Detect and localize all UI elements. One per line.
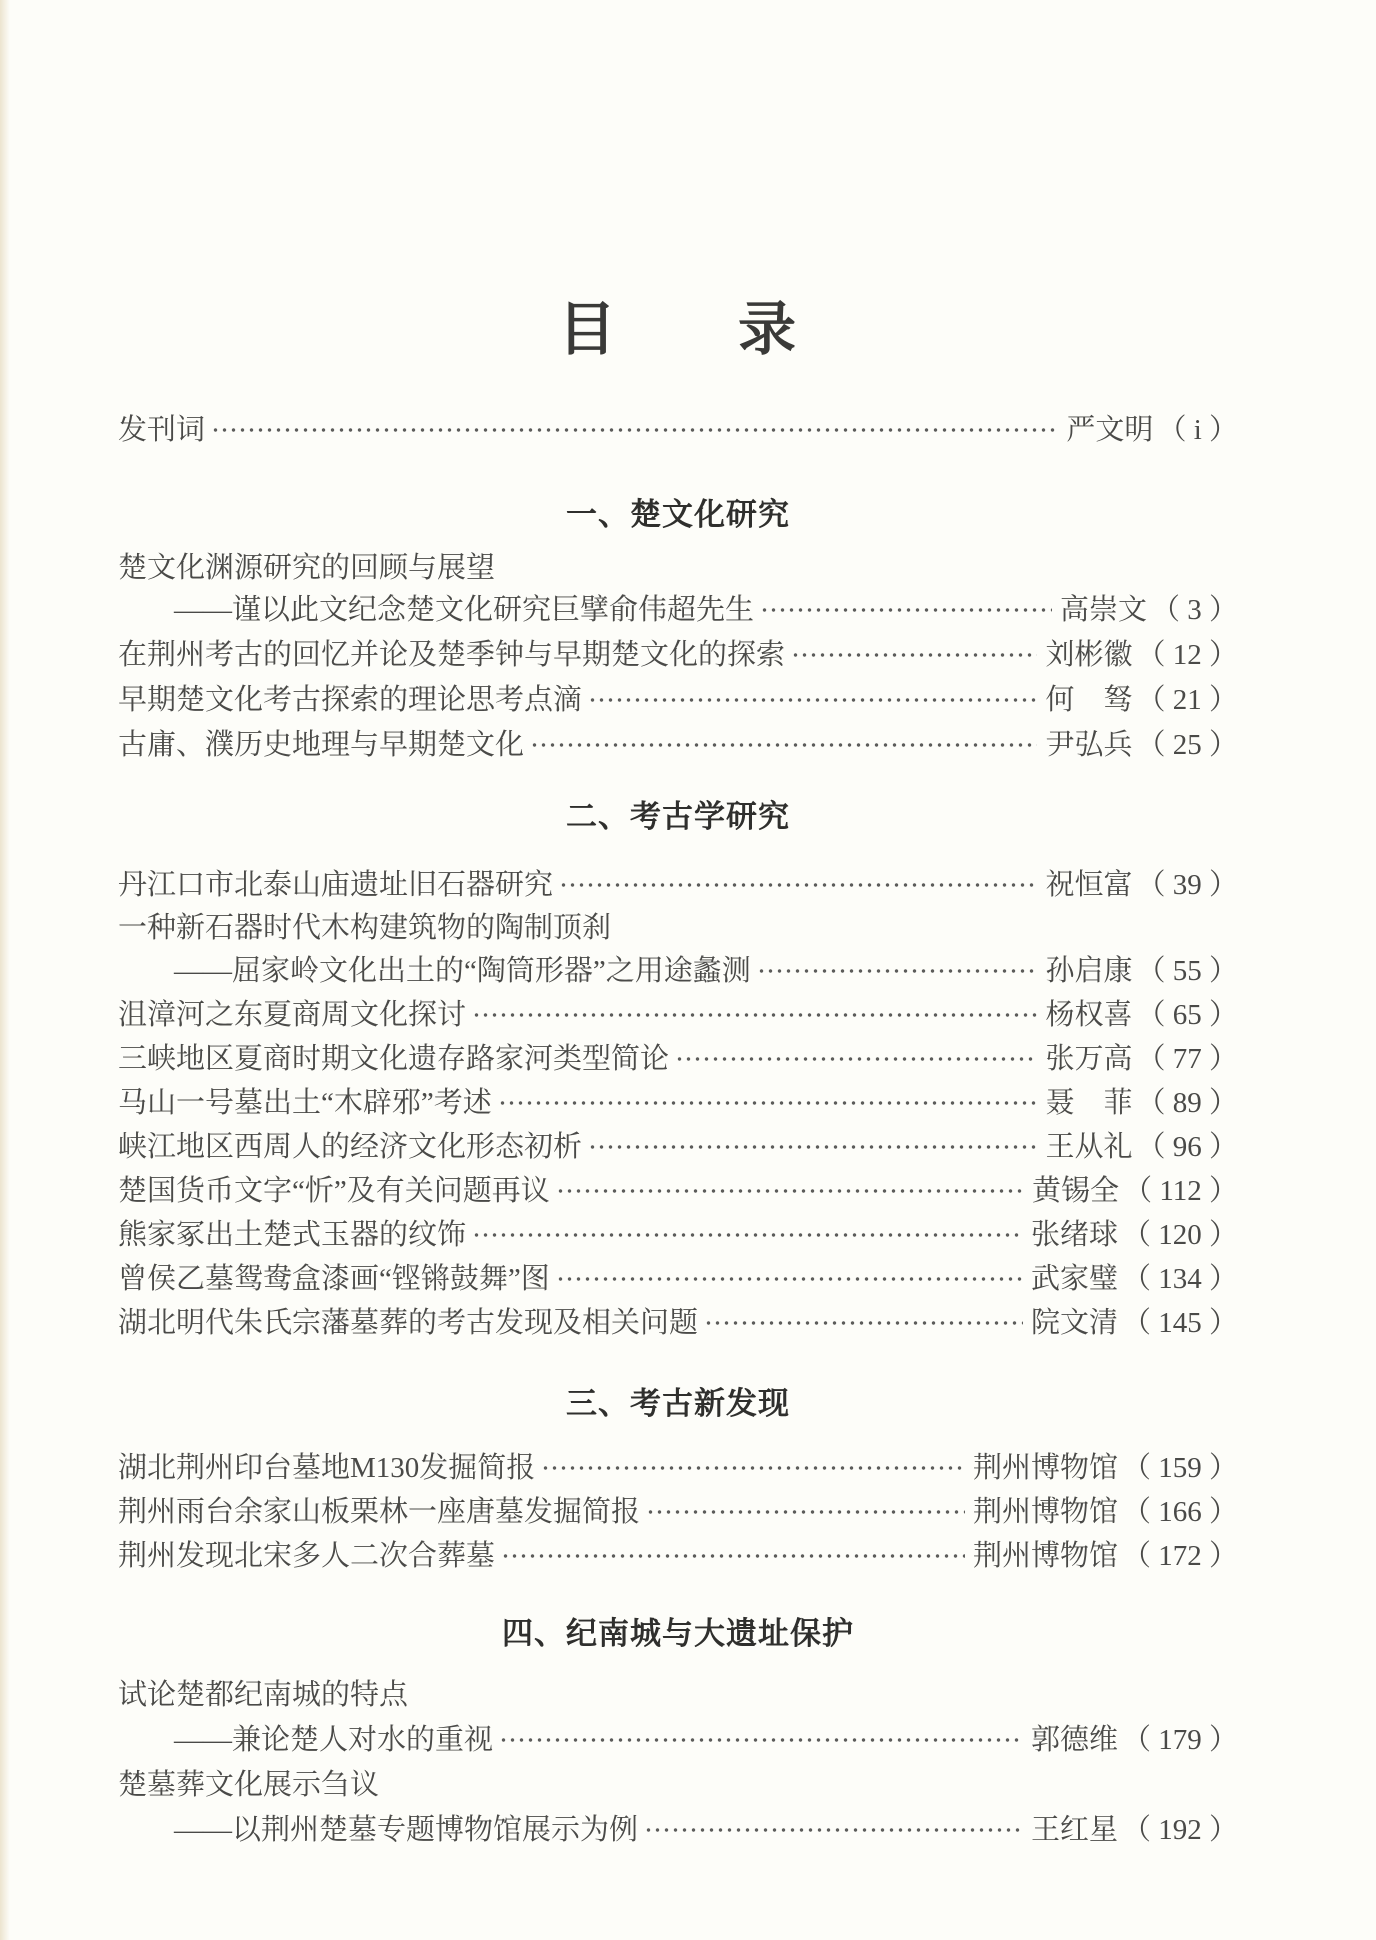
dot-leader — [757, 949, 1038, 993]
dot-leader — [211, 408, 1058, 452]
entry-title: 马山一号墓出土“木辟邪”考述 — [118, 1087, 492, 1119]
entry-page-number: （ 3 ） — [1150, 594, 1238, 626]
entry-title: 曾侯乙墓鸳鸯盒漆画“铿锵鼓舞”图 — [118, 1263, 550, 1295]
toc-entry — [118, 408, 1238, 452]
entry-title: 早期楚文化考古探索的理论思考点滴 — [118, 684, 583, 716]
entry-author: 高崇文 — [1059, 594, 1147, 626]
dot-leader — [499, 1718, 1023, 1762]
toc-entry — [118, 1534, 1238, 1578]
toc-entry — [118, 678, 1238, 722]
entry-page-number: （ 25 ） — [1136, 729, 1238, 761]
dot-leader — [501, 1534, 965, 1578]
entry-title: 湖北荆州印台墓地M130发掘简报 — [118, 1452, 536, 1484]
toc-entry-title-line — [118, 906, 1238, 950]
toc-entry — [118, 1037, 1238, 1081]
dot-leader — [556, 1257, 1023, 1301]
entry-title: 一种新石器时代木构建筑物的陶制顶刹 — [118, 912, 612, 944]
toc-entry — [118, 1081, 1238, 1125]
entry-page-number: （ 12 ） — [1136, 639, 1238, 671]
dot-leader — [791, 633, 1037, 677]
entry-page-number: （ 112 ） — [1123, 1175, 1238, 1207]
entry-title: 楚墓葬文化展示刍议 — [118, 1769, 380, 1801]
entry-author: 武家璧 — [1030, 1263, 1118, 1295]
entry-page-number: （ 89 ） — [1136, 1087, 1238, 1119]
entry-title: 楚文化渊源研究的回顾与展望 — [118, 552, 496, 584]
entry-author: 荆州博物馆 — [972, 1452, 1118, 1484]
entry-author: 荆州博物馆 — [972, 1540, 1118, 1572]
dot-leader — [472, 1213, 1023, 1257]
toc-entry — [118, 1257, 1238, 1301]
toc-entry-title-line — [118, 1673, 1238, 1717]
dot-leader — [530, 723, 1037, 767]
entry-subtitle: ——兼论楚人对水的重视 — [174, 1724, 494, 1756]
entry-title: 在荆州考古的回忆并论及楚季钟与早期楚文化的探索 — [118, 639, 786, 671]
dot-leader — [559, 863, 1037, 907]
page-title: 目 录 — [557, 297, 798, 362]
scanned-page-edge — [0, 0, 10, 1940]
dot-leader — [498, 1081, 1038, 1125]
dot-leader — [675, 1037, 1037, 1081]
entry-title: 峡江地区西周人的经济文化形态初析 — [118, 1131, 583, 1163]
entry-title: 古庸、濮历史地理与早期楚文化 — [118, 729, 525, 761]
entry-author: 刘彬徽 — [1045, 639, 1133, 671]
toc-entry — [118, 863, 1238, 907]
dot-leader — [541, 1446, 965, 1490]
entry-author: 何 驽 — [1045, 684, 1133, 716]
dot-leader — [760, 588, 1052, 632]
entry-title: 湖北明代朱氏宗藩墓葬的考古发现及相关问题 — [118, 1307, 699, 1339]
entry-author: 荆州博物馆 — [972, 1496, 1118, 1528]
entry-author: 祝恒富 — [1045, 869, 1133, 901]
entry-title: 楚国货币文字“忻”及有关问题再议 — [118, 1175, 550, 1207]
dot-leader — [588, 678, 1037, 722]
dot-leader — [472, 993, 1037, 1037]
entry-author: 孙启康 — [1045, 955, 1133, 987]
toc-entry-subtitle-line — [118, 1718, 1238, 1762]
entry-author: 王红星 — [1030, 1814, 1118, 1846]
toc-entry — [118, 1301, 1238, 1345]
entry-page-number: （ 39 ） — [1136, 869, 1238, 901]
entry-page-number: （ 65 ） — [1136, 999, 1238, 1031]
section-heading: 一、楚文化研究 — [566, 497, 790, 532]
toc-entry-title-line — [118, 1763, 1238, 1807]
entry-author: 王从礼 — [1045, 1131, 1133, 1163]
entry-page-number: （ i ） — [1157, 414, 1238, 446]
entry-page-number: （ 134 ） — [1121, 1263, 1238, 1295]
entry-page-number: （ 120 ） — [1121, 1219, 1238, 1251]
entry-author: 杨权喜 — [1045, 999, 1133, 1031]
toc-page — [118, 0, 1238, 1940]
entry-subtitle: ——以荆州楚墓专题博物馆展示为例 — [174, 1814, 639, 1846]
toc-entry-subtitle-line — [118, 1808, 1238, 1852]
toc-entry — [118, 633, 1238, 677]
entry-page-number: （ 77 ） — [1136, 1043, 1238, 1075]
entry-title: 试论楚都纪南城的特点 — [118, 1679, 409, 1711]
entry-author: 聂 菲 — [1045, 1087, 1133, 1119]
entry-author: 郭德维 — [1030, 1724, 1118, 1756]
toc-entry — [118, 1213, 1238, 1257]
entry-author: 张万高 — [1045, 1043, 1133, 1075]
entry-title: 荆州发现北宋多人二次合葬墓 — [118, 1540, 496, 1572]
entry-author: 尹弘兵 — [1045, 729, 1133, 761]
entry-subtitle: ——屈家岭文化出土的“陶筒形器”之用途蠡测 — [174, 955, 751, 987]
entry-author: 张绪球 — [1030, 1219, 1118, 1251]
toc-entry — [118, 993, 1238, 1037]
toc-entry-subtitle-line — [118, 949, 1238, 993]
dot-leader — [646, 1490, 965, 1534]
entry-title: 沮漳河之东夏商周文化探讨 — [118, 999, 467, 1031]
toc-entry — [118, 1446, 1238, 1490]
section-heading: 三、考古新发现 — [566, 1386, 790, 1421]
entry-page-number: （ 166 ） — [1121, 1496, 1238, 1528]
entry-author: 黄锡全 — [1032, 1175, 1120, 1207]
entry-title: 荆州雨台余家山板栗林一座唐墓发掘简报 — [118, 1496, 641, 1528]
entry-title: 发刊词 — [118, 414, 206, 446]
toc-entry-subtitle-line — [118, 588, 1238, 632]
entry-title: 熊家冢出土楚式玉器的纹饰 — [118, 1219, 467, 1251]
toc-entry — [118, 1490, 1238, 1534]
toc-entry — [118, 1169, 1238, 1213]
toc-entry — [118, 723, 1238, 767]
entry-title: 三峡地区夏商时期文化遗存路家河类型简论 — [118, 1043, 670, 1075]
entry-author: 院文清 — [1030, 1307, 1118, 1339]
entry-page-number: （ 192 ） — [1121, 1814, 1238, 1846]
dot-leader — [644, 1808, 1023, 1852]
entry-page-number: （ 21 ） — [1136, 684, 1238, 716]
entry-title: 丹江口市北泰山庙遗址旧石器研究 — [118, 869, 554, 901]
dot-leader — [588, 1125, 1037, 1169]
section-heading: 四、纪南城与大遗址保护 — [502, 1616, 854, 1651]
dot-leader — [704, 1301, 1023, 1345]
entry-page-number: （ 55 ） — [1136, 955, 1238, 987]
entry-subtitle: ——谨以此文纪念楚文化研究巨擘俞伟超先生 — [174, 594, 755, 626]
dot-leader — [556, 1169, 1024, 1213]
entry-author: 严文明 — [1066, 414, 1154, 446]
entry-page-number: （ 145 ） — [1121, 1307, 1238, 1339]
entry-page-number: （ 159 ） — [1121, 1452, 1238, 1484]
entry-page-number: （ 179 ） — [1121, 1724, 1238, 1756]
toc-entry — [118, 1125, 1238, 1169]
section-heading: 二、考古学研究 — [566, 799, 790, 834]
toc-entry-title-line — [118, 546, 1238, 590]
entry-page-number: （ 96 ） — [1136, 1131, 1238, 1163]
entry-page-number: （ 172 ） — [1121, 1540, 1238, 1572]
